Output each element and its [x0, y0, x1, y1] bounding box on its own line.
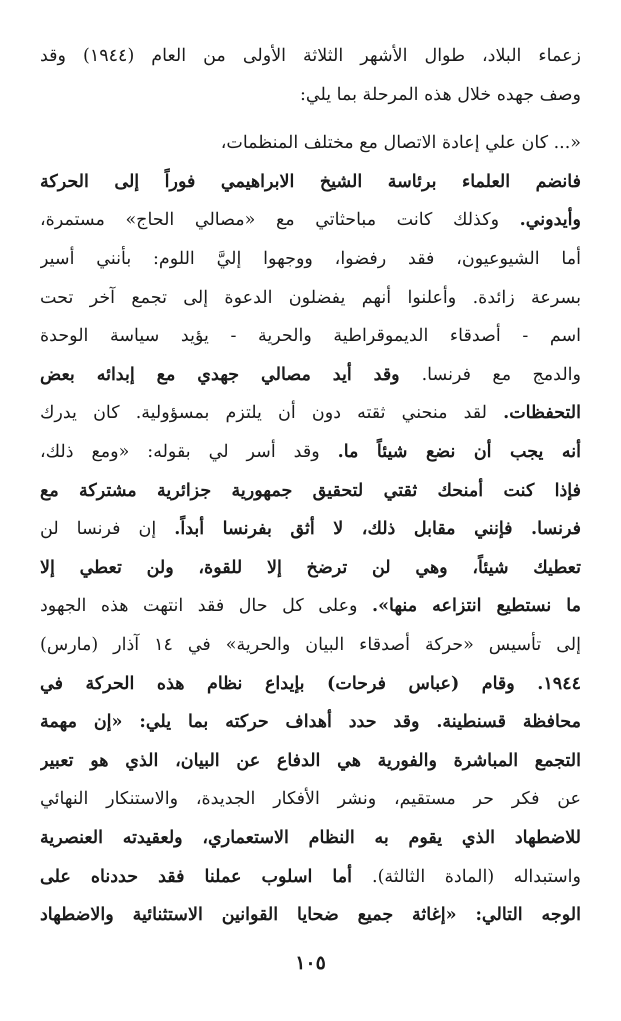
text-line: [40, 397, 581, 429]
text-segment: اسم - أصدقاء الديموقراطية والحرية - يؤيد سياسة الوحدة: [40, 326, 581, 347]
text-segment: وكذلك كانت مباحثاتي مع «مصالي الحاج» مستمرة،: [40, 210, 520, 231]
bold-text-segment: فإذا كنت أمنحك ثقتي لتحقيق جمهورية جزائرية مشتركة مع: [40, 480, 581, 501]
text-segment: أما الشيوعيون، فقد رفضوا، ووجهوا إليَّ اللوم: بأنني أسير: [40, 249, 581, 269]
bold-text-segment: للاضطهاد الذي يقوم به النظام الاستعماري، ولعقيدته العنصرية: [40, 828, 581, 848]
bold-text-segment: ١٩٤٤.: [537, 673, 581, 694]
bold-text-segment: الوجه التالي: «إغاثة جميع ضحايا القوانين الاستثنائية والاضطهاد: [40, 905, 581, 926]
text-line: [40, 552, 581, 584]
text-line: [40, 629, 581, 661]
bold-text-segment: وقد أيد مصالي جهدي مع إبدائه بعض: [40, 364, 422, 385]
page-number: ١٠٥: [295, 952, 326, 974]
text-line: [40, 282, 581, 314]
text-line: [40, 79, 581, 111]
text-line: [40, 899, 581, 931]
text-segment: بسرعة زائدة. وأعلنوا أنهم يفضلون الدعوة إلى تجمع آخر تحت: [40, 287, 581, 308]
text-segment: وعلى كل حال فقد انتهت هذه الجهود: [40, 596, 372, 617]
text-segment: والدمج مع فرنسا.: [421, 364, 581, 385]
text-segment: عن فكر حر مستقيم، ونشر الأفكار الجديدة، والاستنكار النهائي: [40, 789, 581, 810]
text-line: [40, 320, 581, 352]
text-line: [40, 436, 581, 468]
text-segment: إن فرنسا لن: [40, 519, 175, 540]
text-line: [40, 783, 581, 815]
text-line: [40, 475, 581, 507]
text-segment: «... كان علي إعادة الاتصال مع مختلف المنظمات،: [220, 133, 581, 154]
text-line: [40, 706, 581, 738]
bold-text-segment: وقد حدد أهداف حركته بما يلي: «إن مهمة: [40, 712, 437, 733]
bold-text-segment: وقام (عباس فرحات) بإيداع نظام هذه الحركة في: [40, 673, 538, 694]
text-line: [40, 668, 581, 700]
text-segment: زعماء البلاد، طوال الأشهر الثلاثة الأولى من العام (١٩٤٤) وقد: [40, 46, 581, 66]
bold-text-segment: ما نستطيع انتزاعه منها».: [372, 596, 581, 617]
bold-text-segment: تعطيك شيئاً، وهي لن ترضخ إلا للقوة، ولن تعطي إلا: [40, 557, 581, 578]
text-line: [40, 745, 581, 777]
text-line: [40, 359, 581, 391]
text-line: [40, 127, 581, 159]
text-line: [40, 861, 581, 893]
text-segment: لقد منحني ثقته دون أن يلتزم بمسؤولية. كان يدرك: [40, 403, 504, 424]
bold-text-segment: فرنسا. فإنني مقابل ذلك، لا أثق بفرنسا أبداً.: [174, 519, 581, 540]
text-line: [40, 590, 581, 622]
text-segment: واستبداله (المادة الثالثة).: [372, 866, 581, 887]
text-line: [40, 243, 581, 275]
text-segment: وصف جهده خلال هذه المرحلة بما يلي:: [299, 84, 581, 105]
bold-text-segment: التحفظات.: [503, 403, 581, 424]
text-segment: وقد أسر لي بقوله: «ومع ذلك،: [40, 442, 338, 462]
text-line: [40, 822, 581, 854]
text-line: [40, 166, 581, 198]
text-segment: إلى تأسيس «حركة أصدقاء البيان والحرية» في ١٤ آذار (مارس): [40, 635, 581, 655]
bold-text-segment: أما اسلوب عملنا فقد حددناه على: [40, 866, 373, 887]
bold-text-segment: فانضم العلماء برئاسة الشيخ الابراهيمي فوراً إلى الحركة: [40, 171, 581, 192]
text-line: [40, 40, 581, 72]
bold-text-segment: محافظة قسنطينة.: [436, 712, 581, 733]
text-line: [40, 513, 581, 545]
bold-text-segment: وأيدوني.: [519, 210, 581, 231]
bold-text-segment: أنه يجب أن نضع شيئاً ما.: [337, 442, 581, 462]
bold-text-segment: التجمع المباشرة والفورية هي الدفاع عن البيان، الذي هو تعبير: [40, 750, 581, 771]
text-line: [40, 204, 581, 236]
